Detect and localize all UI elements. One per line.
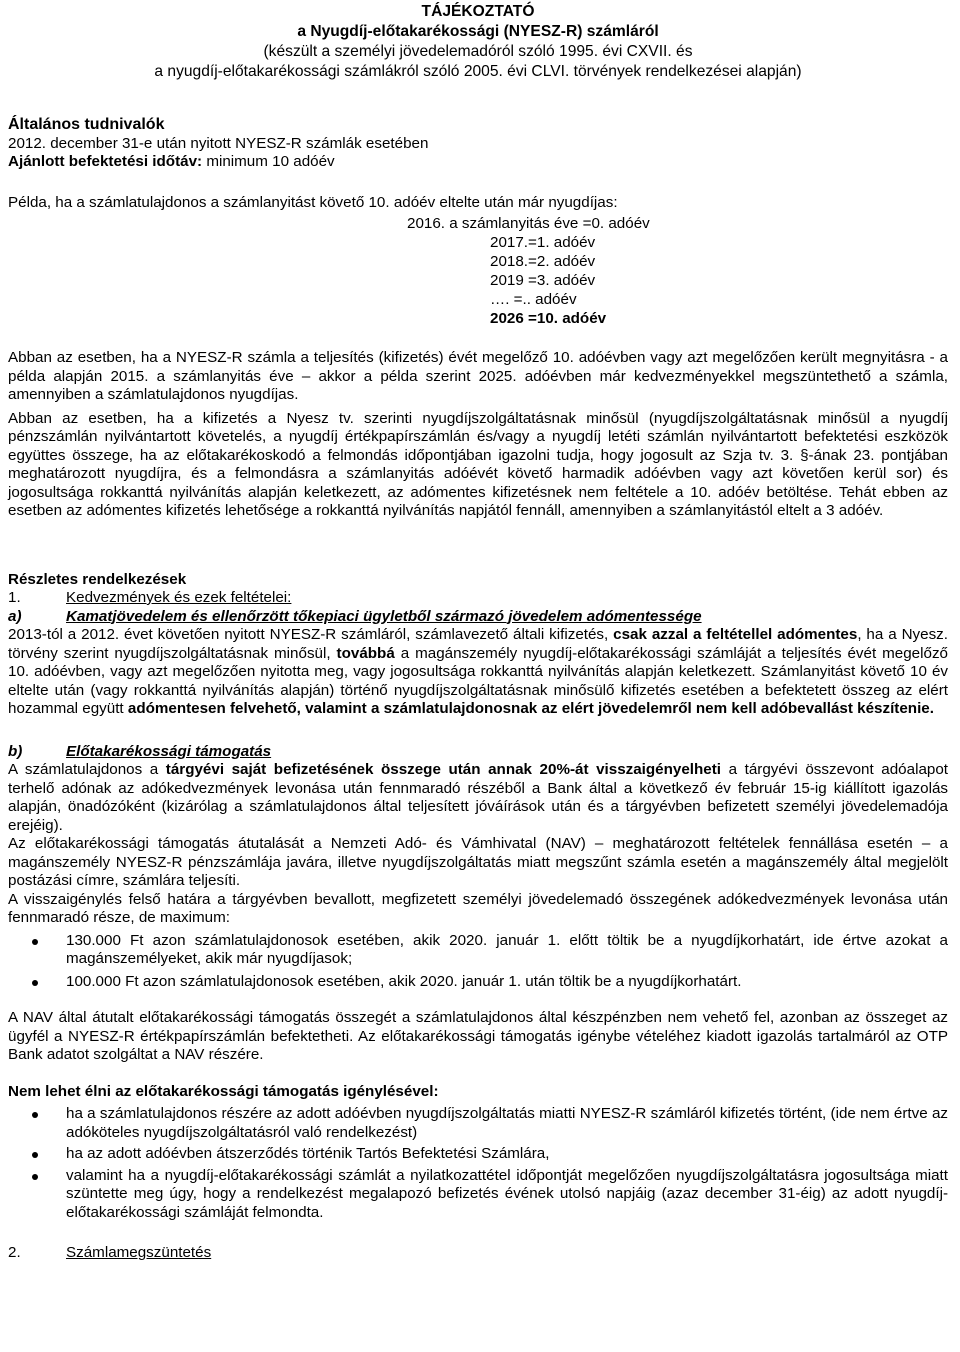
example-schedule	[407, 214, 948, 328]
limit-bullet: 100.000 Ft azon számlatulajdonosok esetében, akik 2020. január 1. után töltik be a nyugdíjkorhatárt.	[8, 973, 948, 992]
subsection-a-label: a)	[8, 607, 22, 625]
document-page	[8, 2, 948, 1263]
text-run: a tárgyévi összevont adóalapot terhelő adónak az adókedvezmények levonása után fennmaradó részéből a Bank által a következő év február 15-ig kiállított igazolás alapján, önadózóként (kizárólag a számlatulajdonos által teljesített jóváírások után és a tárgyévben befizetett személyi jövedelemadója erejéig).	[8, 761, 949, 834]
general-paragraph-1: Abban az esetben, ha a NYESZ-R számla a teljesítés (kifizetés) évét megelőző 10. adóévben vagy azt megelőzően került megnyitásra - a példa alapján 2015. a számlanyitás éve – akkor a példa szerint 2025. adóévben már kedvezményekkel megszüntethető a számla, amennyiben a számlatulajdonos nyugdíjas.	[8, 349, 948, 403]
section-2-number: 2.	[8, 1244, 21, 1261]
section-2-title: Számlamegszüntetés	[66, 1244, 212, 1261]
text-run: a magánszemély nyugdíj-előtakarékossági számláját a teljesítés évét megelőző 10. adóévben, vagy azt megelőzően nyitotta meg, vagy jogosultsága rokkanttá nyilvánítás alapján keletkezett. Számlanyitást követő 10 év eltelte után (vagy rokkanttá nyilvánítás alapján) történő nyugdíjszolgáltatásnak minősülő kifizetés esetében a befektetett összeg az elért hozammal együtt	[8, 644, 948, 717]
subsection-b-paragraph-2: Az előtakarékossági támogatás átutalását a Nemzeti Adó- és Vámhivatal (NAV) – meghatározott feltételek fennállása esetén – a magánszemély NYESZ-R pénzszámlája javára, illetve nyugdíjszolgáltatás miatt megszűnt számla esetén a magánszemély által megjelölt postázási címre, számlára teljesíti.	[8, 835, 948, 889]
subsection-b-paragraph-1	[8, 761, 948, 835]
subsection-b-paragraph-3: A visszaigénylés felső határa a tárgyévben bevallott, megfizetett személyi jövedelemadó összegének adókedvezmények levonása után fennmaradó része, de maximum:	[8, 890, 948, 926]
limit-bullet: 130.000 Ft azon számlatulajdonosok esetében, akik 2020. január 1. előtt töltik be a nyugdíjkorhatárt, ide értve azokat a magánszemélyeket, akik már nyugdíjasok;	[8, 932, 948, 969]
no-support-bullet: valamint ha a nyugdíj-előtakarékossági számlát a nyilatkozattétel időpontját megelőzően nyugdíjszolgáltatásra jogosultsága miatt szüntette meg úgy, hogy a rendelkezést megalapozó befizetés évének utolsó napjáig (azaz december 31-éig) az adott nyugdíj-előtakarékossági számláját felmondta.	[8, 1167, 948, 1223]
text-run-bold: adómentesen felvehető, valamint a számlatulajdonosnak az elért jövedelemről nem kell adóbevallást készítenie.	[127, 700, 934, 717]
no-support-bullet: ha az adott adóévben átszerződés történik Tartós Befektetési Számlára,	[8, 1145, 948, 1164]
example-intro: Példa, ha a számlatulajdonos a számlanyitást követő 10. adóév eltelte után már nyugdíjas:	[8, 193, 618, 211]
schedule-row-final: 2026 =10. adóév	[490, 310, 607, 327]
legal-basis-line-2: a nyugdíj-előtakarékossági számlákról szóló 2005. évi CLVI. törvények rendelkezései alapján)	[154, 63, 802, 80]
text-run-bold: csak azzal a feltétellel adómentes	[613, 626, 858, 643]
text-run-bold: továbbá	[336, 644, 395, 662]
recommended-horizon-label: Ajánlott befektetési időtáv:	[8, 153, 203, 170]
no-support-bullet: ha a számlatulajdonos részére az adott adóévben nyugdíjszolgáltatás miatti NYESZ-R számláról kifizetés történt, (ide nem értve az adóköteles nyugdíjszolgáltatásról való rendelkezést)	[8, 1105, 948, 1142]
schedule-row: 2017.=1. adóév	[490, 234, 596, 251]
schedule-row: 2018.=2. adóév	[490, 253, 596, 270]
schedule-row: 2016. a számlanyitás éve =0. adóév	[407, 215, 650, 232]
document-header	[8, 2, 948, 82]
subsection-a-heading	[8, 608, 948, 627]
subsection-b-heading	[8, 743, 948, 762]
text-run: 2013-tól a 2012. évet követően nyitott NYESZ-R számláról, számlavezető általi kifizetés,	[8, 626, 614, 643]
text-run-bold: tárgyévi saját befizetésének összege után annak 20%-át visszaigényelheti	[165, 761, 722, 778]
general-heading: Általános tudnivalók	[8, 116, 165, 133]
section-1-number: 1.	[8, 589, 21, 606]
subsection-a-paragraph	[8, 626, 948, 719]
document-title: TÁJÉKOZTATÓ	[421, 3, 535, 20]
schedule-row: 2019 =3. adóév	[490, 272, 596, 289]
text-run: A számlatulajdonos a	[8, 761, 166, 778]
document-subtitle: a Nyugdíj-előtakarékossági (NYESZ-R) számláról	[297, 23, 659, 40]
section-1-heading	[8, 589, 948, 608]
general-paragraph-2: Abban az esetben, ha a kifizetés a Nyesz tv. szerinti nyugdíjszolgáltatásnak minősül (nyugdíjszolgáltatásnak minősül a nyugdíj pénzszámlán nyilvántartott követelés, a nyugdíj értékpapírszámlán és/vagy a nyugdíj letéti számlán nyilvántartott befektetési eszközök együttes összege, ha az előtakarékoskodó a felmondás időpontjában igazolni tudja, hogy jogosult az Szja tv. 3. §-ának 23. pontjában meghatározott nyugdíjra, és a felmondásra a számlanyitás adóévét követő harmadik adóévben vagy azt követően kerül sor) és jogosultsága rokkanttá nyilvánítás alapján keletkezett, az adómentes kifizetésnek nem feltétele a 10. adóév betöltése. Tehát ebben az esetben az adómentes kifizetés lehetősége a rokkanttá nyilvánítás napjától fennáll, amennyiben a számlanyitástól eltelt a 3 adóév.	[8, 409, 948, 519]
legal-basis-line-1: (készült a személyi jövedelemadóról szóló 1995. évi CXVII. és	[263, 43, 693, 60]
recommended-horizon-line	[8, 153, 948, 172]
recommended-horizon-value: minimum 10 adóév	[202, 153, 335, 170]
section-2-heading	[8, 1244, 948, 1263]
general-scope-line: 2012. december 31-e után nyitott NYESZ-R számlák esetében	[8, 134, 429, 152]
details-heading: Részletes rendelkezések	[8, 570, 187, 588]
subsection-b-paragraph-4: A NAV által átutalt előtakarékossági támogatás összegét a számlatulajdonos által készpénzben nem vehető fel, azonban az összeget az ügyfél a NYESZ-R értékpapírszámlán befektetheti. Az előtakarékossági támogatás igénybe vételéhez kiadott igazolás tartalmáról az OTP Bank adatot szolgáltat a NAV részére.	[8, 1009, 948, 1063]
section-1-title: Kedvezmények és ezek feltételei:	[66, 589, 292, 606]
subsection-a-title: Kamatjövedelem és ellenőrzött tőkepiaci ügyletből származó jövedelem adómentessége	[66, 607, 702, 625]
schedule-row: …. =.. adóév	[490, 291, 577, 308]
no-support-heading: Nem lehet élni az előtakarékossági támogatás igénylésével:	[8, 1082, 439, 1100]
text-run: , ha a Nyesz. törvény szerint nyugdíjszolgáltatásnak minősül,	[8, 626, 948, 662]
subsection-b-title: Előtakarékossági támogatás	[66, 742, 272, 760]
subsection-b-label: b)	[8, 742, 23, 760]
